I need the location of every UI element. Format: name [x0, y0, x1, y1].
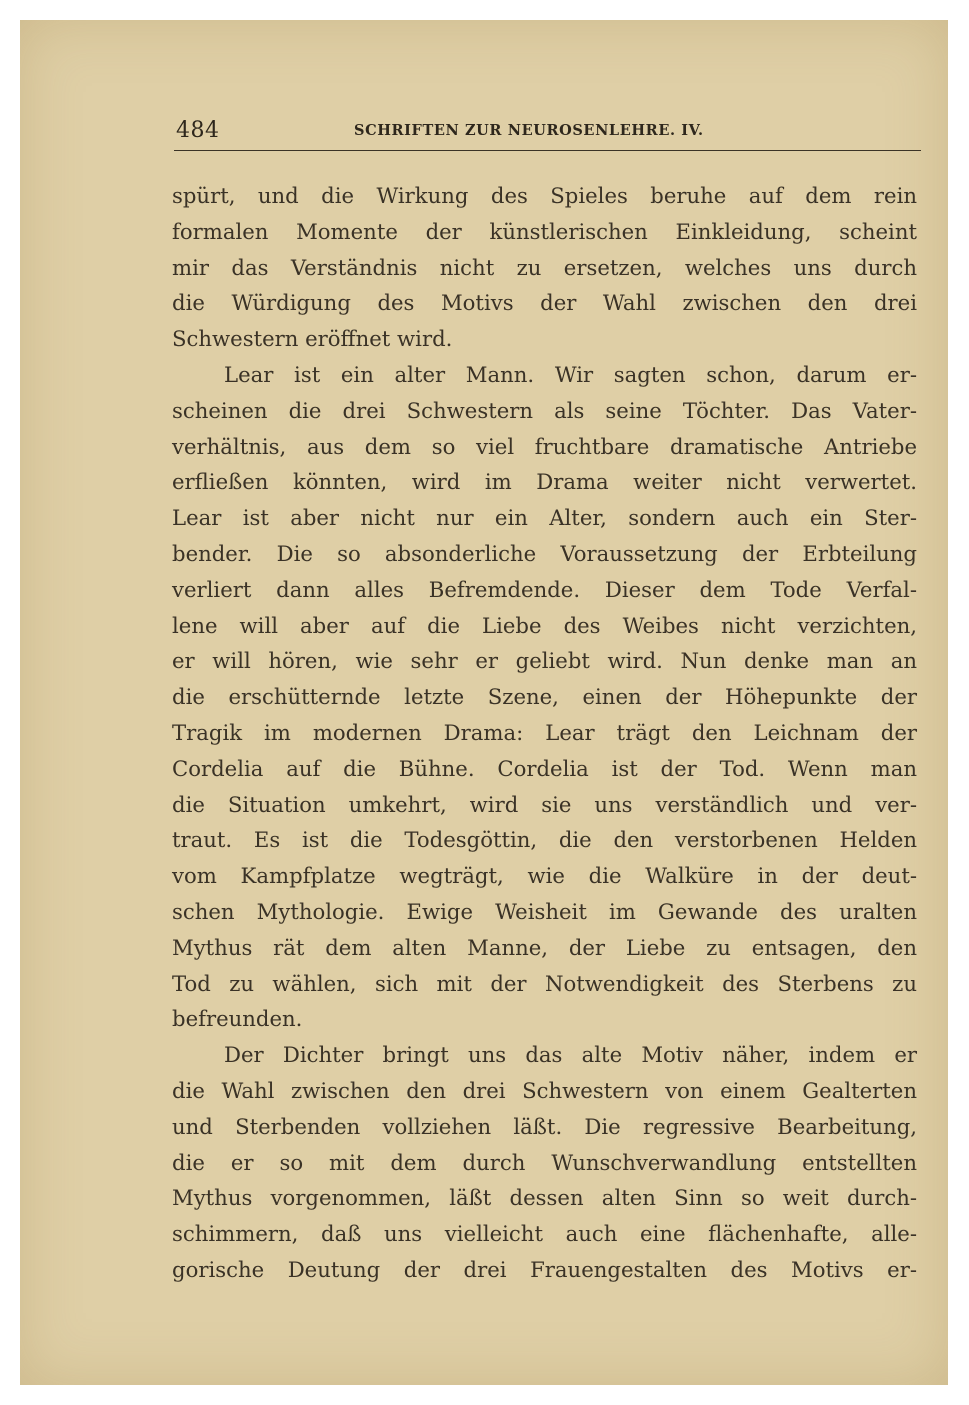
text-line: die Wahl zwischen den drei Schwestern von einem Gealterten: [172, 1077, 917, 1103]
text-line: die er so mit dem durch Wunschverwandlung entstellten: [172, 1149, 917, 1175]
text-line: Lear ist ein alter Mann. Wir sagten schon, darum er-: [224, 361, 917, 387]
text-line: gorische Deutung der drei Frauengestalten des Motivs er-: [172, 1256, 917, 1282]
page-header: [174, 116, 921, 151]
text-line: Der Dichter bringt uns das alte Motiv näher, indem er: [224, 1042, 917, 1068]
text-line: und Sterbenden vollziehen läßt. Die regressive Bearbeitung,: [172, 1113, 917, 1139]
text-line: spürt, und die Wirkung des Spieles beruhe auf dem rein: [172, 183, 917, 208]
text-line: die Situation umkehrt, wird sie uns verständlich und ver-: [172, 791, 917, 817]
text-line: befreunden.: [172, 1006, 303, 1032]
page-number: 484: [176, 118, 220, 143]
paragraph: [172, 1037, 917, 1288]
text-line: formalen Momente der künstlerischen Einkleidung, scheint: [172, 218, 917, 244]
text-line: Tragik im modernen Drama: Lear trägt den Leichnam der: [172, 719, 917, 745]
paragraph: [172, 357, 917, 1037]
text-line: Cordelia auf die Bühne. Cordelia ist der Tod. Wenn man: [172, 755, 917, 781]
text-line: er will hören, wie sehr er geliebt wird. Nun denke man an: [172, 648, 917, 674]
text-line: Lear ist aber nicht nur ein Alter, sondern auch ein Ster-: [172, 505, 917, 531]
text-line: schimmern, daß uns vielleicht auch eine flächenhafte, alle-: [172, 1221, 917, 1247]
body-text: [172, 178, 917, 1288]
text-line: die erschütternde letzte Szene, einen der Höhepunkte der: [172, 684, 917, 710]
text-line: lene will aber auf die Liebe des Weibes nicht verzichten,: [172, 612, 917, 638]
text-line: mir das Verständnis nicht zu ersetzen, welches uns durch: [172, 254, 917, 280]
text-line: verliert dann alles Befremdende. Dieser dem Tode Verfal-: [172, 576, 917, 602]
text-line: Schwestern eröffnet wird.: [172, 326, 453, 352]
text-line: verhältnis, aus dem so viel fruchtbare dramatische Antriebe: [172, 433, 917, 459]
text-line: scheinen die drei Schwestern als seine Töchter. Das Vater-: [172, 397, 917, 423]
text-line: Tod zu wählen, sich mit der Notwendigkeit des Sterbens zu: [172, 970, 917, 996]
running-title: SCHRIFTEN ZUR NEUROSENLEHRE. IV.: [354, 122, 704, 139]
text-line: erfließen könnten, wird im Drama weiter nicht verwertet.: [172, 469, 917, 495]
text-line: vom Kampfplatze wegträgt, wie die Walküre in der deut-: [172, 863, 917, 889]
text-line: traut. Es ist die Todesgöttin, die den verstorbenen Helden: [172, 827, 917, 853]
text-line: die Würdigung des Motivs der Wahl zwischen den drei: [172, 290, 917, 316]
text-line: schen Mythologie. Ewige Weisheit im Gewande des uralten: [172, 898, 917, 924]
text-line: Mythus vorgenommen, läßt dessen alten Sinn so weit durch-: [172, 1185, 917, 1211]
paragraph: [172, 178, 917, 357]
text-line: bender. Die so absonderliche Voraussetzung der Erbteilung: [172, 540, 917, 566]
book-page: [20, 20, 948, 1385]
text-line: Mythus rät dem alten Manne, der Liebe zu entsagen, den: [172, 934, 917, 960]
